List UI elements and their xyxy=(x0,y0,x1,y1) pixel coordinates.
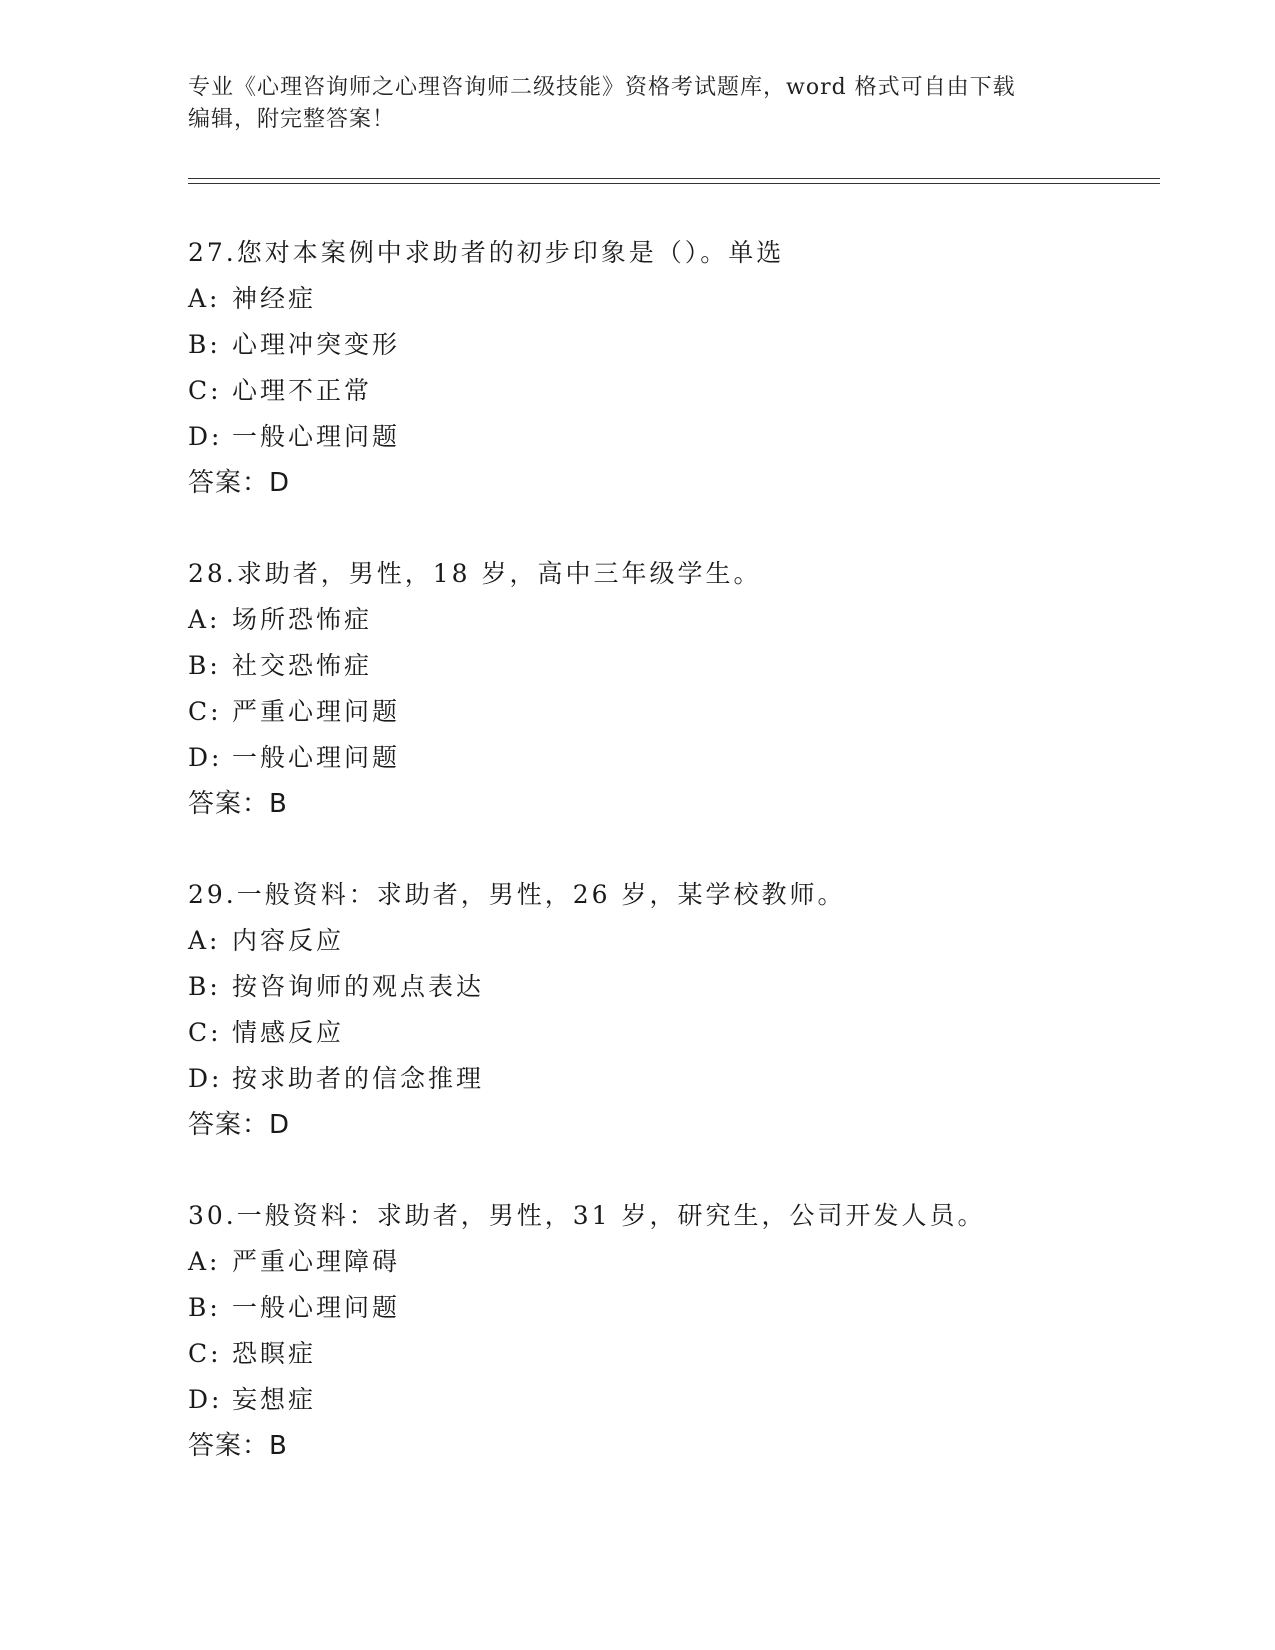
question-stem: 28.求助者，男性，18 岁，高中三年级学生。 xyxy=(188,559,762,588)
header-line-2: 编辑，附完整答案！ xyxy=(188,107,396,132)
option-b xyxy=(188,1285,1188,1331)
answer-line: 答案：B xyxy=(188,789,288,819)
option-letter: B: xyxy=(188,972,221,1001)
option-text: 妄想症 xyxy=(232,1385,317,1414)
header-line-1: 专业《心理咨询师之心理咨询师二级技能》资格考试题库，word 格式可自由下载 xyxy=(188,75,1016,100)
option-text: 心理不正常 xyxy=(232,376,373,405)
option-d xyxy=(188,1056,1188,1102)
option-letter: C: xyxy=(188,376,222,405)
option-text: 按咨询师的观点表达 xyxy=(232,972,485,1001)
option-text: 神经症 xyxy=(232,284,317,313)
question-28 xyxy=(188,551,1188,827)
option-text: 一般心理问题 xyxy=(232,1293,401,1322)
option-a xyxy=(188,918,1188,964)
option-text: 按求助者的信念推理 xyxy=(232,1064,485,1093)
option-letter: B: xyxy=(188,651,221,680)
option-c xyxy=(188,368,1188,414)
option-letter: C: xyxy=(188,697,222,726)
option-letter: B: xyxy=(188,330,221,359)
option-d xyxy=(188,735,1188,781)
option-b xyxy=(188,322,1188,368)
question-30 xyxy=(188,1193,1188,1469)
option-text: 情感反应 xyxy=(232,1018,345,1047)
option-a xyxy=(188,276,1188,322)
question-stem: 30.一般资料：求助者，男性，31 岁，研究生，公司开发人员。 xyxy=(188,1201,986,1230)
header-divider-top xyxy=(188,178,1160,179)
option-text: 一般心理问题 xyxy=(232,743,401,772)
option-letter: A: xyxy=(188,1247,221,1276)
answer-line: 答案：D xyxy=(188,1110,291,1140)
answer-line: 答案：B xyxy=(188,1431,288,1461)
option-b xyxy=(188,964,1188,1010)
option-a xyxy=(188,1239,1188,1285)
option-d xyxy=(188,1377,1188,1423)
option-letter: D: xyxy=(188,1064,223,1093)
option-letter: C: xyxy=(188,1339,222,1368)
option-b xyxy=(188,643,1188,689)
option-text: 严重心理问题 xyxy=(232,697,401,726)
header-divider-bottom xyxy=(188,183,1160,184)
option-letter: A: xyxy=(188,926,221,955)
option-text: 心理冲突变形 xyxy=(232,330,401,359)
option-text: 社交恐怖症 xyxy=(232,651,373,680)
option-letter: B: xyxy=(188,1293,221,1322)
option-letter: D: xyxy=(188,422,223,451)
option-c xyxy=(188,1010,1188,1056)
option-text: 内容反应 xyxy=(232,926,345,955)
option-text: 严重心理障碍 xyxy=(232,1247,401,1276)
option-letter: D: xyxy=(188,1385,223,1414)
question-stem: 27.您对本案例中求助者的初步印象是（）。单选 xyxy=(188,238,785,267)
question-stem: 29.一般资料：求助者，男性，26 岁，某学校教师。 xyxy=(188,880,846,909)
option-letter: A: xyxy=(188,284,221,313)
option-text: 场所恐怖症 xyxy=(232,605,373,634)
answer-line: 答案：D xyxy=(188,468,291,498)
question-29 xyxy=(188,872,1188,1148)
option-letter: C: xyxy=(188,1018,222,1047)
option-letter: D: xyxy=(188,743,223,772)
option-d xyxy=(188,414,1188,460)
option-text: 一般心理问题 xyxy=(232,422,401,451)
document-header xyxy=(188,72,1068,136)
option-text: 恐瞑症 xyxy=(232,1339,317,1368)
option-c xyxy=(188,689,1188,735)
option-letter: A: xyxy=(188,605,221,634)
question-27 xyxy=(188,230,1188,506)
option-a xyxy=(188,597,1188,643)
option-c xyxy=(188,1331,1188,1377)
